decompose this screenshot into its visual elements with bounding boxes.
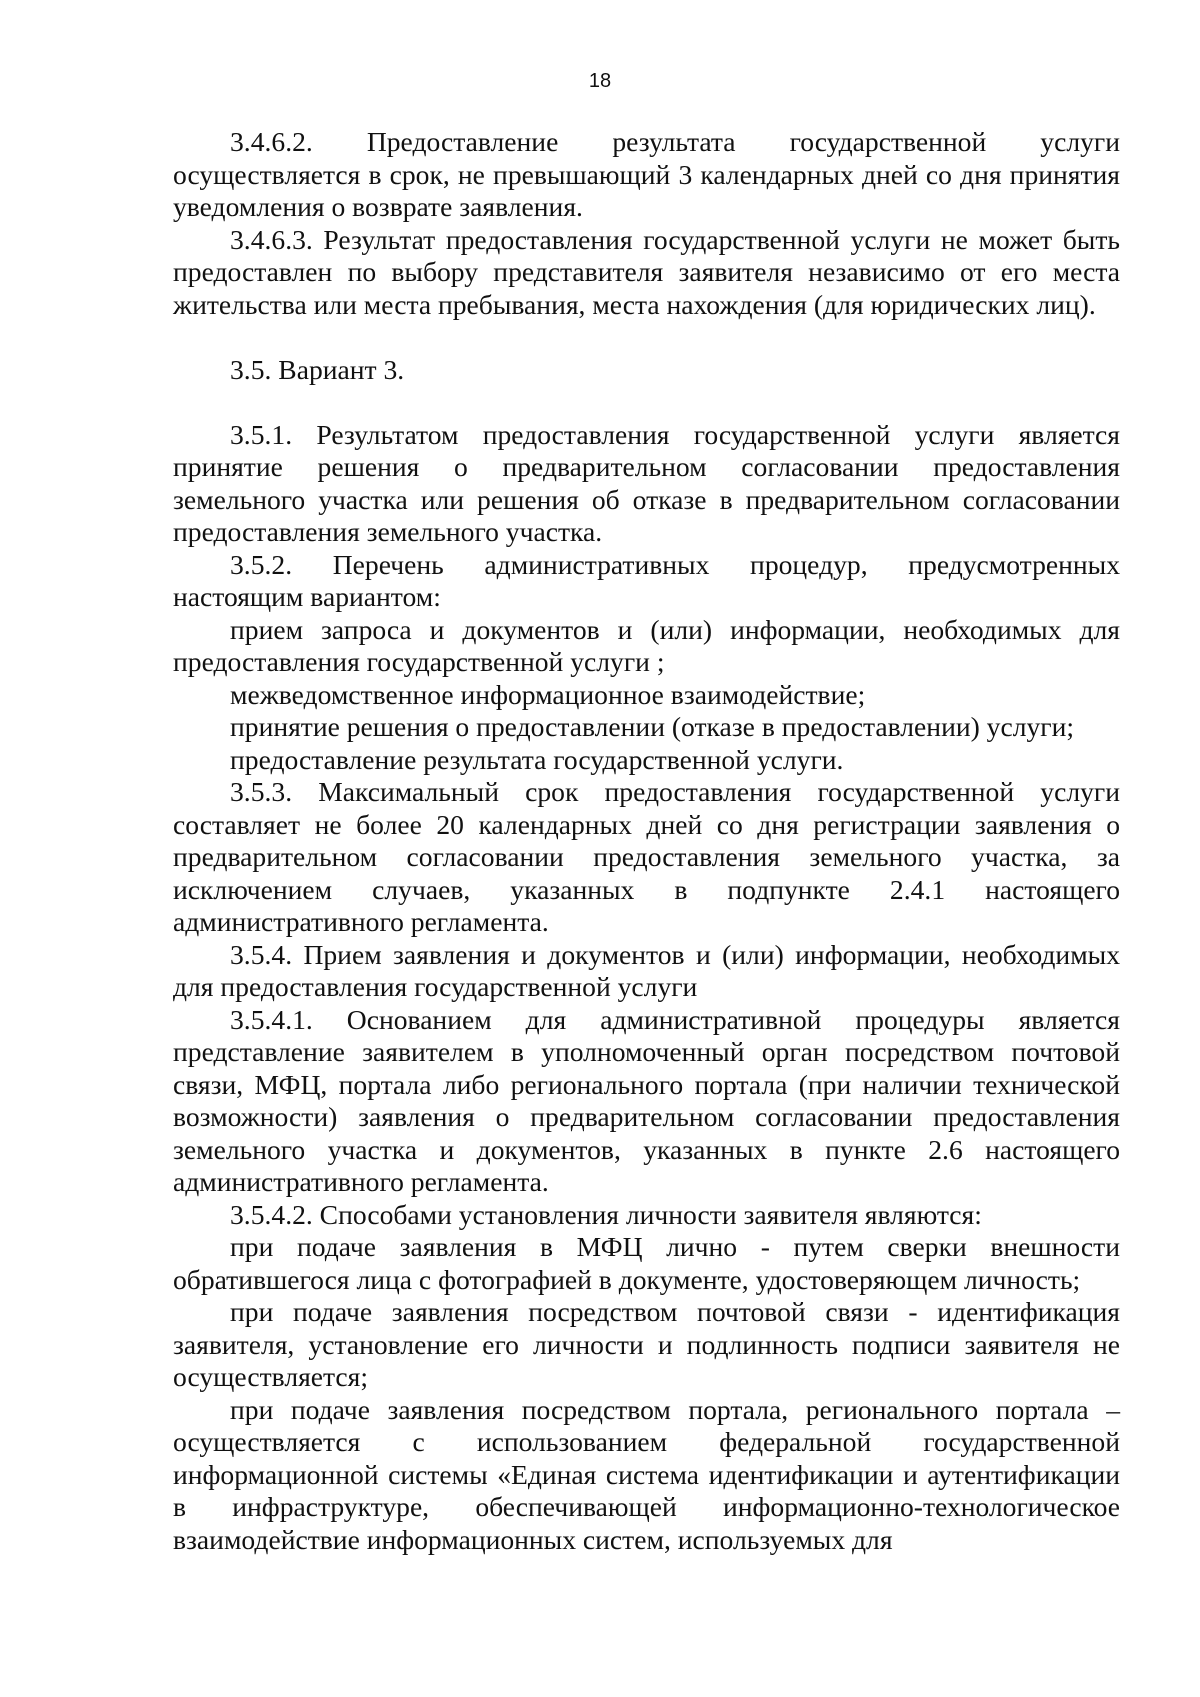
list-item-procedure-3: принятие решения о предоставлении (отказе в предоставлении) услуги;	[230, 711, 1075, 742]
paragraph-3-5-2: 3.5.2. Перечень административных процедур, предусмотренных настоящим вариантом:	[173, 548, 1120, 612]
list-item-procedure-1: прием запроса и документов и (или) информации, необходимых для предоставления государственной услуги ;	[173, 613, 1120, 677]
document-body	[173, 126, 1120, 1556]
section-heading-variant-3: 3.5. Вариант 3.	[230, 353, 405, 385]
paragraph-3-5-1: 3.5.1. Результатом предоставления государственной услуги является принятие решения о предварительном согласовании предоставления земельного участка или решения об отказе в предварительном согласовании предоставления земельного участка.	[173, 418, 1120, 547]
paragraph-3-5-4-1: 3.5.4.1. Основанием для административной процедуры является представление заявителем в уполномоченный орган посредством почтовой связи, МФЦ, портала либо регионального портала (при наличии технической возможности) заявления о предварительном согласовании предоставления земельного участка и документов, указанных в пункте 2.6 настоящего административного регламента.	[173, 1003, 1120, 1197]
paragraph-3-4-6-3: 3.4.6.3. Результат предоставления государственной услуги не может быть предоставлен по выбору представителя заявителя независимо от его места жительства или места пребывания, места нахождения (для юридических лиц).	[173, 223, 1120, 320]
paragraph-3-5-4-2: 3.5.4.2. Способами установления личности заявителя являются:	[230, 1198, 982, 1230]
list-item-procedure-2: межведомственное информационное взаимодействие;	[230, 678, 866, 710]
paragraph-3-5-4: 3.5.4. Прием заявления и документов и (или) информации, необходимых для предоставления государственной услуги	[173, 938, 1120, 1002]
identity-method-portal: при подаче заявления посредством портала, регионального портала – осуществляется с использованием федеральной государственной информационной системы «Единая система идентификации и аутентификации в инфраструктуре, обеспечивающей информационно-технологическое взаимодействие информационных систем, используемых для	[173, 1393, 1120, 1555]
page-number: 18	[588, 70, 612, 92]
paragraph-3-5-3: 3.5.3. Максимальный срок предоставления государственной услуги составляет не более 20 календарных дней со дня регистрации заявления о предварительном согласовании предоставления земельного участка, за исключением случаев, указанных в подпункте 2.4.1 настоящего административного регламента.	[173, 776, 1120, 937]
paragraph-3-4-6-2: 3.4.6.2. Предоставление результата государственной услуги осуществляется в срок, не превышающий 3 календарных дней со дня принятия уведомления о возврате заявления.	[173, 126, 1120, 222]
identity-method-mfc: при подаче заявления в МФЦ лично - путем сверки внешности обратившегося лица с фотографией в документе, удостоверяющем личность;	[173, 1231, 1120, 1295]
identity-method-post: при подаче заявления посредством почтовой связи - идентификация заявителя, установление его личности и подлинность подписи заявителя не осуществляется;	[173, 1296, 1120, 1392]
list-item-procedure-4: предоставление результата государственной услуги.	[230, 743, 844, 775]
